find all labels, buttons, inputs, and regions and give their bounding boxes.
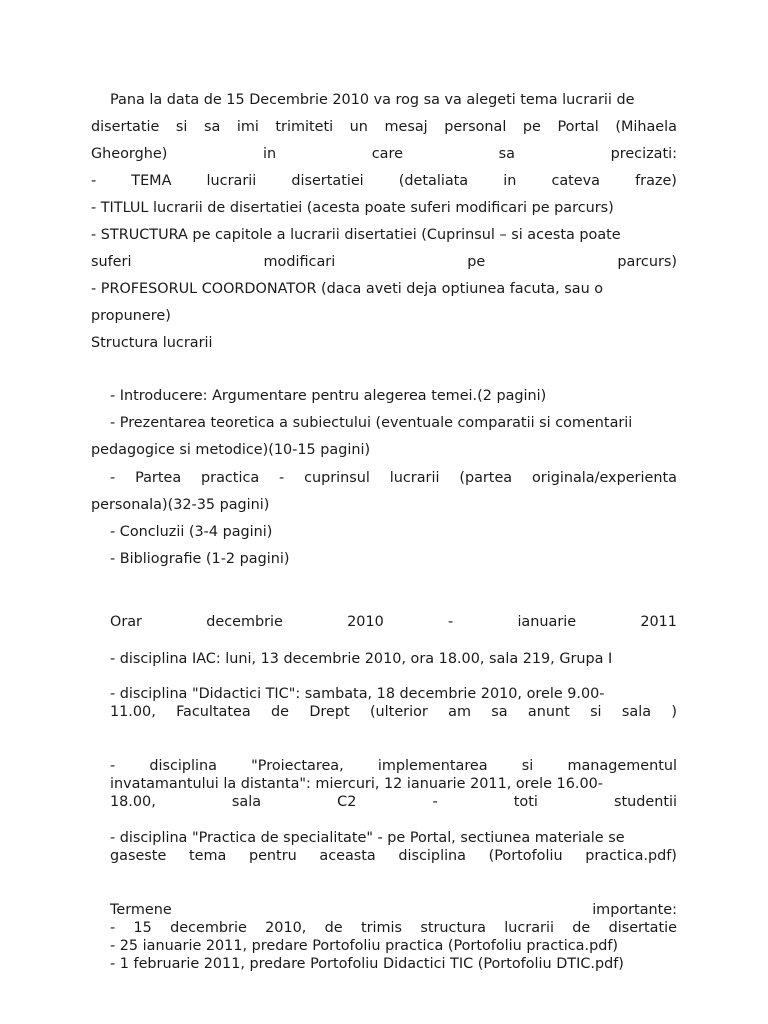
word: disciplina	[398, 848, 467, 864]
word: disertatiei	[291, 173, 364, 189]
word: si	[521, 758, 534, 774]
word: cuprinsul	[304, 470, 370, 486]
intro-line-3	[91, 146, 677, 162]
word: pentru	[248, 848, 297, 864]
word: -	[448, 614, 454, 630]
word: in	[503, 173, 517, 189]
word: )	[671, 704, 677, 720]
word: TEMA	[131, 173, 172, 189]
word: disciplina	[149, 758, 217, 774]
word: anunt	[527, 704, 570, 720]
orar-discipline-3-line-2: invatamantului la distanta": miercuri, 12 ianuarie 2011, orele 16.00-	[110, 776, 603, 792]
word: studentii	[613, 794, 677, 810]
word: de	[324, 920, 343, 936]
word: pe	[467, 254, 486, 270]
orar-discipline-2-line-1: - disciplina "Didactici TIC": sambata, 18 decembrie 2010, orele 9.00-	[110, 686, 605, 702]
word: mesaj	[384, 119, 428, 135]
word: -	[432, 794, 438, 810]
orar-title	[110, 614, 677, 630]
orar-discipline-3-line-1	[110, 758, 677, 774]
word: de	[271, 704, 289, 720]
word: -	[110, 920, 116, 936]
word: Partea	[135, 470, 182, 486]
word: sala	[621, 704, 652, 720]
termene-item-3: - 1 februarie 2011, predare Portofoliu Didactici TIC (Portofoliu DTIC.pdf)	[110, 956, 624, 972]
word: gaseste	[110, 848, 167, 864]
word: managementul	[567, 758, 677, 774]
word: 15	[133, 920, 152, 936]
word: sa	[491, 704, 508, 720]
word: importante:	[592, 902, 677, 918]
word: "Proiectarea,	[251, 758, 344, 774]
word: practica.pdf)	[585, 848, 677, 864]
word: 2010,	[265, 920, 307, 936]
termene-title	[110, 902, 677, 918]
word: 18.00,	[110, 794, 156, 810]
word: pe	[522, 119, 541, 135]
orar-discipline-1: - disciplina IAC: luni, 13 decembrie 2010, ora 18.00, sala 219, Grupa I	[110, 651, 613, 667]
word: originala/experienta	[532, 470, 677, 486]
termene-item-2: - 25 ianuarie 2011, predare Portofoliu practica (Portofoliu practica.pdf)	[110, 938, 619, 954]
word: lucrarii	[206, 173, 257, 189]
word: Portal	[557, 119, 599, 135]
word: aceasta	[319, 848, 376, 864]
word: -	[110, 470, 116, 486]
structure-item-5: - Bibliografie (1-2 pagini)	[110, 551, 290, 567]
word: personal	[444, 119, 507, 135]
word: -	[110, 758, 116, 774]
word: -	[279, 470, 285, 486]
word: (Mihaela	[615, 119, 677, 135]
orar-discipline-3-line-3	[110, 794, 677, 810]
word: -	[91, 173, 97, 189]
word: care	[371, 146, 403, 162]
word: (ulterior	[369, 704, 428, 720]
word: trimis	[360, 920, 403, 936]
word: cateva	[551, 173, 600, 189]
word: precizati:	[610, 146, 677, 162]
word: (Portofoliu	[488, 848, 563, 864]
word: de	[572, 920, 591, 936]
word: decembrie	[206, 614, 283, 630]
structure-item-1: - Introducere: Argumentare pentru alegerea temei.(2 pagini)	[110, 388, 547, 404]
structure-item-2-line-2: pedagogice si metodice)(10-15 pagini)	[91, 442, 371, 458]
word: sala	[231, 794, 262, 810]
word: Gheorghe)	[91, 146, 168, 162]
orar-discipline-2-line-2	[110, 704, 677, 720]
word: suferi	[91, 254, 132, 270]
word: trimiteti	[275, 119, 334, 135]
word: 11.00,	[110, 704, 156, 720]
word: tema	[188, 848, 227, 864]
word: am	[448, 704, 471, 720]
word: Termene	[110, 902, 172, 918]
word: fraze)	[635, 173, 677, 189]
termene-item-1	[110, 920, 677, 936]
structure-item-4: - Concluzii (3-4 pagini)	[110, 524, 273, 540]
word: decembrie	[170, 920, 247, 936]
word: imi	[236, 119, 259, 135]
word: Orar	[110, 614, 142, 630]
structure-item-3-line-2: personala)(32-35 pagini)	[91, 497, 270, 513]
word: (detaliata	[398, 173, 469, 189]
word: parcurs)	[617, 254, 677, 270]
word: sa	[203, 119, 221, 135]
word: in	[262, 146, 277, 162]
intro-line-7	[91, 254, 677, 270]
word: disertatie	[91, 119, 160, 135]
word: Drept	[309, 704, 350, 720]
intro-line-6: - STRUCTURA pe capitole a lucrarii disertatiei (Cuprinsul – si acesta poate	[91, 227, 621, 243]
intro-line-9: propunere)	[91, 308, 171, 324]
word: Facultatea	[176, 704, 251, 720]
word: structura	[420, 920, 486, 936]
word: C2	[337, 794, 357, 810]
intro-line-5: - TITLUL lucrarii de disertatiei (acesta poate suferi modificari pe parcurs)	[91, 200, 614, 216]
word: toti	[513, 794, 538, 810]
word: un	[349, 119, 368, 135]
intro-line-2	[91, 119, 677, 135]
word: ianuarie	[517, 614, 577, 630]
word: 2011	[640, 614, 677, 630]
word: implementarea	[377, 758, 488, 774]
intro-line-4	[91, 173, 677, 189]
orar-discipline-4-line-1: - disciplina "Practica de specialitate" - pe Portal, sectiunea materiale se	[110, 830, 625, 846]
structure-item-3-line-1	[110, 470, 677, 486]
orar-discipline-4-line-2	[110, 848, 677, 864]
word: sa	[498, 146, 515, 162]
word: lucrarii	[389, 470, 440, 486]
word: 2010	[347, 614, 384, 630]
structure-heading: Structura lucrarii	[91, 335, 213, 351]
word: si	[175, 119, 188, 135]
word: si	[590, 704, 602, 720]
structure-item-2-line-1: - Prezentarea teoretica a subiectului (eventuale comparatii si comentarii	[110, 415, 633, 431]
word: modificari	[263, 254, 336, 270]
word: (partea	[459, 470, 513, 486]
word: lucrarii	[504, 920, 554, 936]
intro-line-8: - PROFESORUL COORDONATOR (daca aveti deja optiunea facuta, sau o	[91, 281, 604, 297]
word: disertatie	[608, 920, 677, 936]
intro-line-1: Pana la data de 15 Decembrie 2010 va rog sa va alegeti tema lucrarii de	[110, 92, 635, 108]
word: practica	[201, 470, 260, 486]
